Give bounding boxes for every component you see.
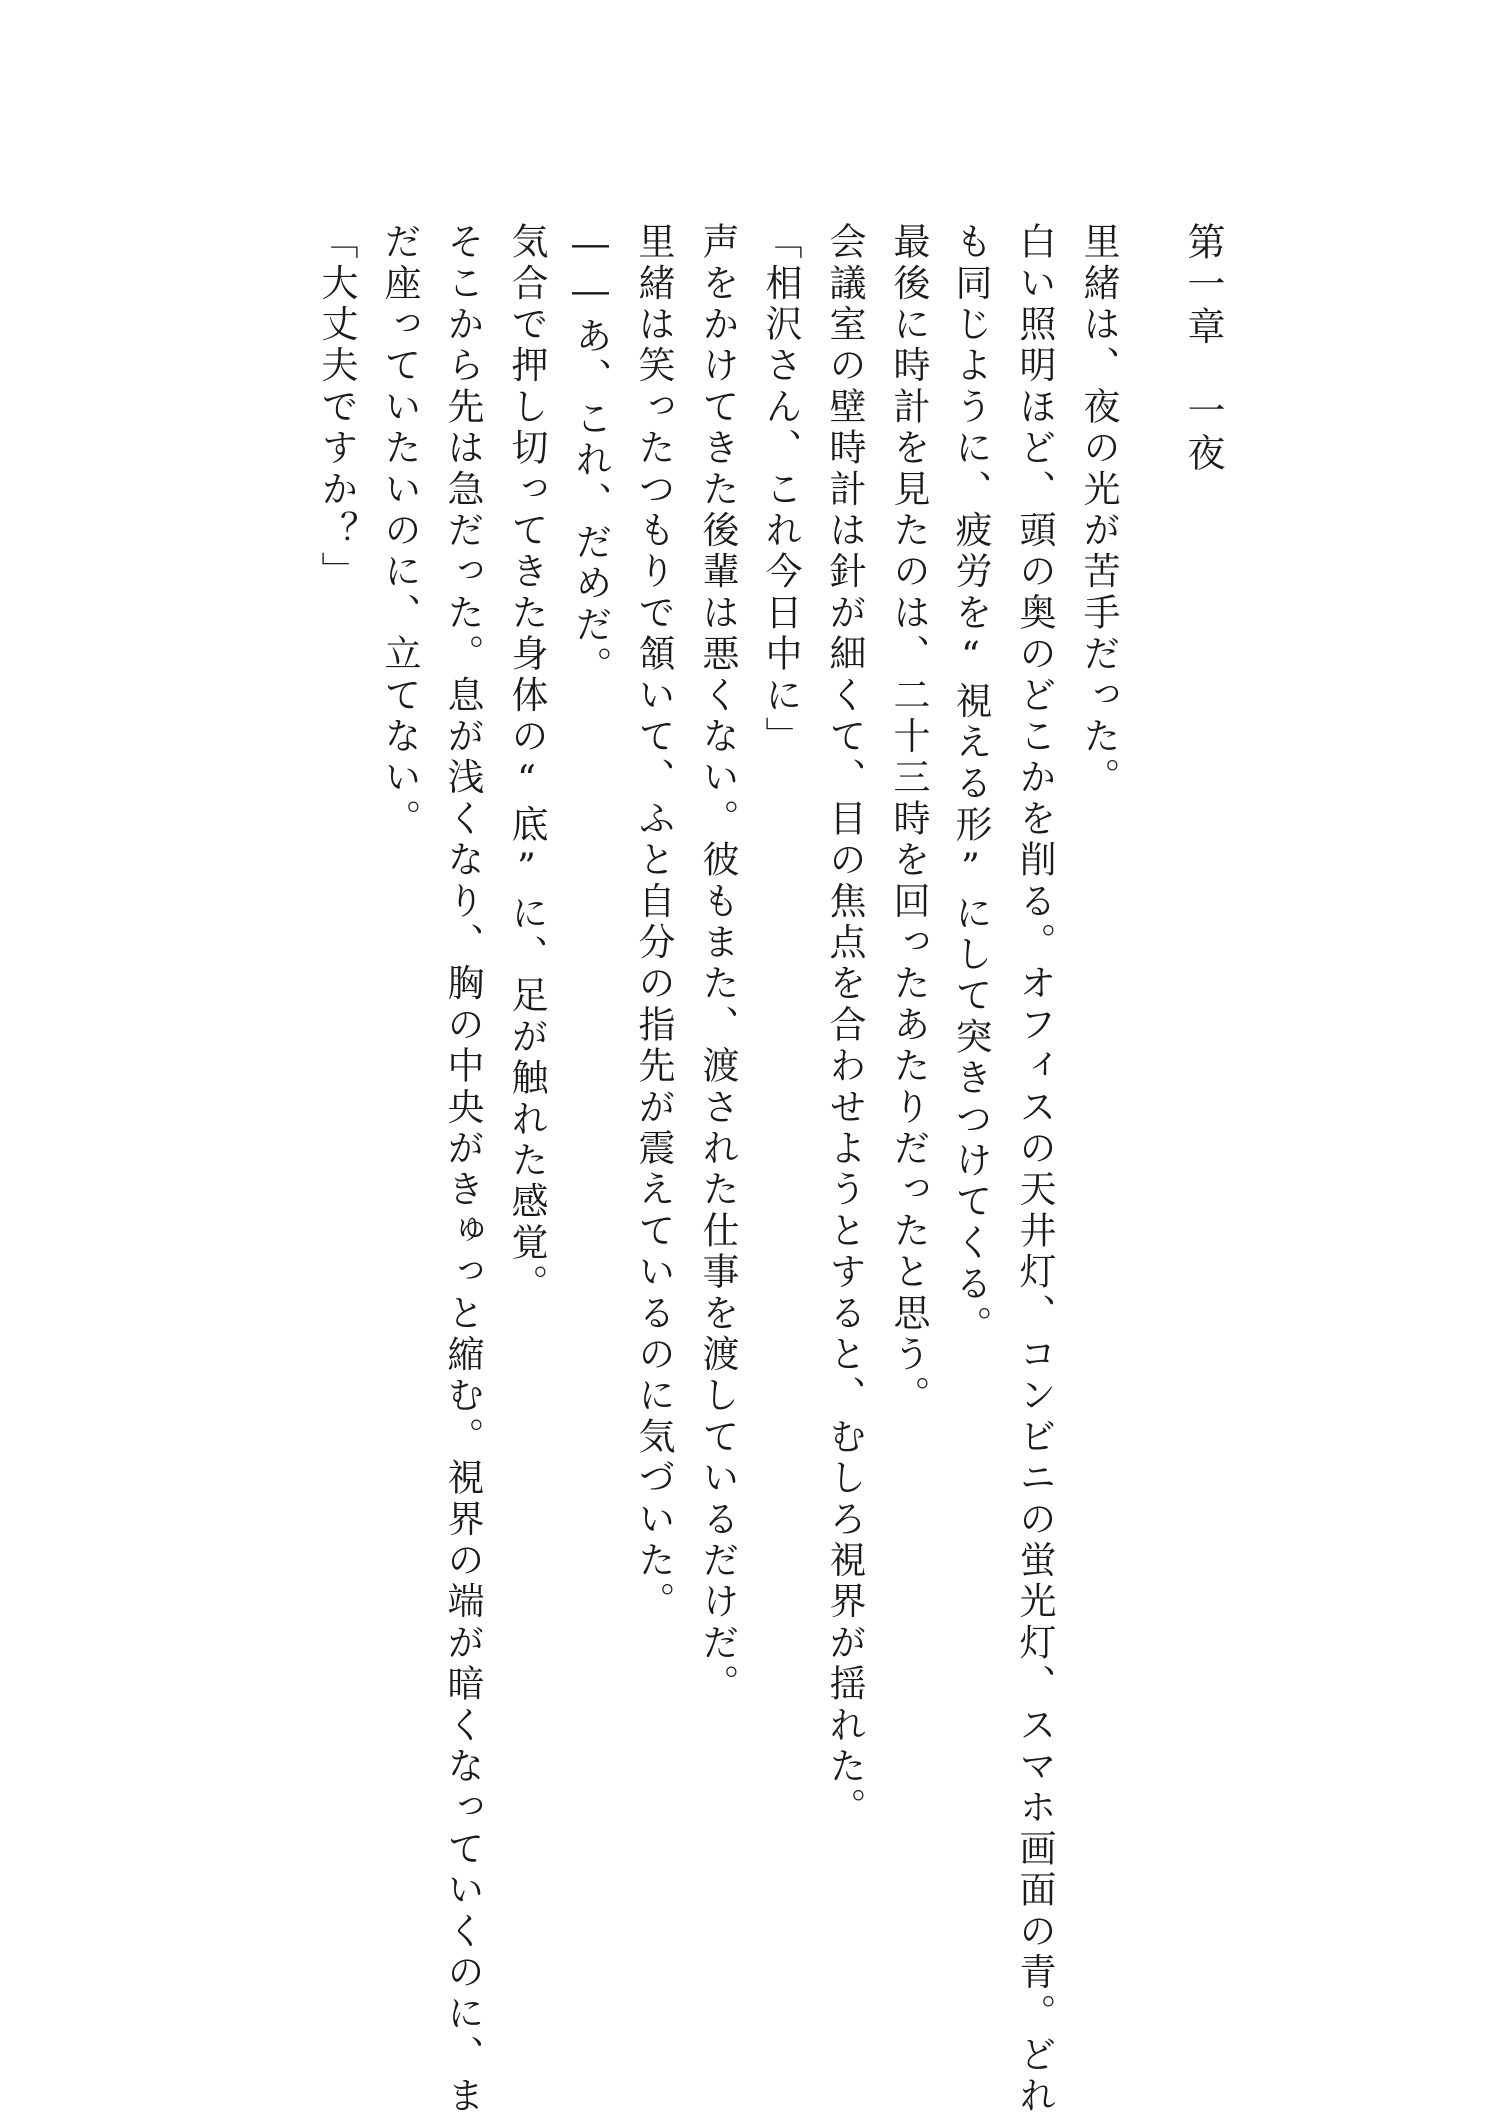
body-line: 白い照明ほど、頭の奥のどこかを削る。オフィスの天井灯、コンビニの蛍光灯、スマホ画面の青。どれ — [1013, 222, 1056, 2117]
body-line: 声をかけてきた後輩は悪くない。彼もまた、渡された仕事を渡しているだけだ。 — [696, 222, 739, 1706]
body-line: 気合で押し切ってきた身体の“底”に、足が触れた感覚。 — [505, 222, 548, 1306]
body-line: ――あ、これ、だめだ。 — [569, 222, 612, 688]
chapter-title: 第一章 一夜 — [1181, 222, 1225, 476]
body-line: 「大丈夫ですか？」 — [315, 222, 358, 593]
body-line: 「相沢さん、これ今日中に」 — [759, 222, 802, 758]
body-line: 里緒は、夜の光が苦手だった。 — [1077, 222, 1120, 799]
body-line: 最後に時計を見たのは、二十三時を回ったあたりだったと思う。 — [887, 222, 930, 1417]
body-line: も同じように、疲労を“視える形”にして突きつけてくる。 — [949, 222, 992, 1347]
body-line: だ座っていたいのに、立てない。 — [378, 222, 421, 840]
body-line: そこから先は急だった。息が浅くなり、胸の中央がきゅっと縮む。視界の端が暗くなっていくのに、ま — [441, 222, 484, 2117]
body-line: 会議室の壁時計は針が細くて、目の焦点を合わせようとすると、むしろ視界が揺れた。 — [823, 222, 866, 1829]
body-line: 里緒は笑ったつもりで頷いて、ふと自分の指先が震えているのに気づいた。 — [632, 222, 675, 1623]
